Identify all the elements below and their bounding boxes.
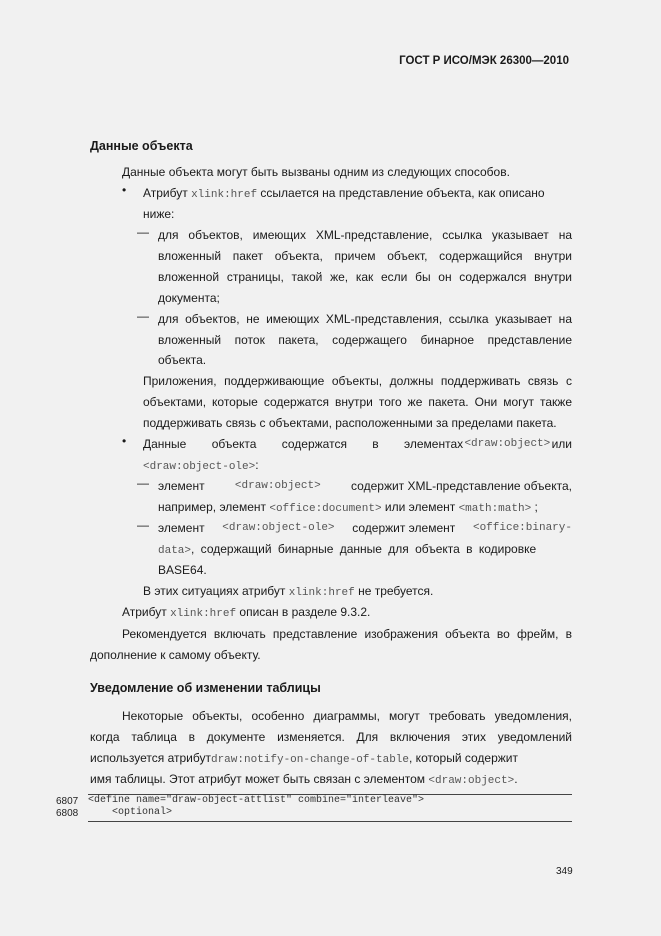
text-span: не требуется. bbox=[354, 584, 434, 598]
text-span: или bbox=[551, 437, 572, 451]
code-notify-on-change: draw:notify-on-change-of-table bbox=[210, 754, 410, 766]
code-draw-object: <draw:object> bbox=[464, 438, 551, 450]
text-span: имя таблицы. Этот атрибут может быть связан с элементом bbox=[90, 772, 429, 786]
text-span: , который содержит bbox=[409, 751, 518, 765]
dash2-line1: для объектов, не имеющих XML-представления, ссылка указывает на bbox=[158, 312, 572, 326]
text-span: содержит элемент bbox=[352, 521, 456, 535]
element-object-ole-line1 bbox=[158, 518, 572, 539]
dash1-line2: вложенный пакет объекта, причем объект, содержащийся внутри bbox=[158, 249, 572, 263]
code-draw-object: <draw:object> bbox=[428, 775, 515, 787]
bullet-elements-line2 bbox=[143, 455, 259, 478]
text-span: например, элемент bbox=[158, 500, 270, 514]
text-span-wrap bbox=[211, 748, 572, 771]
text-span: В этих ситуациях атрибут bbox=[143, 584, 289, 598]
code-draw-object-ole: <draw:object-ole> bbox=[222, 522, 335, 534]
document-code: ГОСТ Р ИСО/МЭК 26300—2010 bbox=[399, 55, 569, 67]
dash1-line1: для объектов, имеющих XML-представление, ссылка указывает на bbox=[158, 228, 572, 242]
dash1-line4: документа; bbox=[158, 291, 220, 305]
text-span: элемент bbox=[158, 521, 205, 535]
bullet-xlink-line1 bbox=[143, 183, 572, 206]
text-span: элемент bbox=[158, 479, 205, 493]
apps-paragraph-line3: поддерживать связь с объектами, расположенными за пределами пакета. bbox=[143, 416, 557, 430]
apps-paragraph-line2: объектами, которые содержатся внутри того же пакета. Они могут также bbox=[143, 395, 572, 409]
table-change-line4 bbox=[90, 769, 518, 792]
intro-paragraph: Данные объекта могут быть вызваны одним из следующих способов. bbox=[122, 165, 510, 179]
table-change-line1: Некоторые объекты, особенно диаграммы, могут требовать уведомления, bbox=[122, 709, 572, 723]
apps-paragraph-line1: Приложения, поддерживающие объекты, должны поддерживать связь с bbox=[143, 374, 572, 388]
code-office-binary: <office:binary- bbox=[472, 522, 572, 534]
situations-sentence bbox=[143, 581, 433, 604]
text-span: содержит XML-представление объекта, bbox=[351, 479, 572, 493]
page-number: 349 bbox=[556, 866, 573, 877]
dash2-line3: объекта. bbox=[158, 353, 207, 367]
text-span: описан в разделе 9.3.2. bbox=[236, 605, 371, 619]
element-object-ole-line2 bbox=[158, 539, 572, 562]
text-span: Данные объекта содержатся в элементах bbox=[143, 437, 464, 451]
code-data: data> bbox=[158, 545, 192, 557]
text-span: или элемент bbox=[381, 500, 459, 514]
text-span: Атрибут bbox=[122, 605, 171, 619]
dash1-line3: вложенной страницы, такой же, как если бы он содержался внутри bbox=[158, 270, 572, 284]
table-change-line2: когда таблица в документе изменяется. Для включения этих уведомлений bbox=[90, 730, 572, 744]
element-object-ole-line3: BASE64. bbox=[158, 563, 207, 577]
code-office-document: <office:document> bbox=[269, 503, 382, 515]
code-math-math: <math:math> bbox=[458, 503, 532, 515]
dash-marker: — bbox=[137, 518, 149, 532]
attribute-reference-sentence bbox=[122, 602, 370, 625]
text-span: Атрибут bbox=[143, 186, 192, 200]
dash-marker: — bbox=[137, 476, 149, 490]
recommendation-line1: Рекомендуется включать представление изображения объекта во фрейм, в bbox=[122, 627, 572, 641]
code-xlink-href: xlink:href bbox=[288, 587, 355, 599]
code-xlink-href: xlink:href bbox=[191, 189, 258, 201]
text-span: используется атрибут bbox=[90, 751, 211, 765]
dash-marker: — bbox=[137, 225, 149, 239]
code-draw-object: <draw:object> bbox=[234, 480, 321, 492]
text-span: ссылается на представление объекта, как описано bbox=[257, 186, 545, 200]
line-number: 6808 bbox=[56, 808, 79, 819]
bullet-marker: • bbox=[122, 183, 127, 197]
text-span: . bbox=[514, 772, 518, 786]
line-number: 6807 bbox=[56, 796, 79, 807]
text-span: : bbox=[255, 458, 259, 472]
recommendation-line2: дополнение к самому объекту. bbox=[90, 648, 261, 662]
code-block bbox=[88, 794, 572, 822]
bullet-elements-line1 bbox=[143, 434, 572, 455]
bullet-xlink-line2: ниже: bbox=[143, 207, 175, 221]
code-xlink-href: xlink:href bbox=[170, 608, 237, 620]
text-span: ; bbox=[531, 500, 538, 514]
element-object-line1 bbox=[158, 476, 572, 497]
code-line: <optional> bbox=[88, 807, 173, 818]
dash-marker: — bbox=[137, 309, 149, 323]
section-title-table-change: Уведомление об изменении таблицы bbox=[90, 681, 321, 695]
element-object-line2 bbox=[158, 497, 538, 520]
code-draw-object-ole: <draw:object-ole> bbox=[143, 461, 256, 473]
bullet-marker: • bbox=[122, 434, 127, 448]
section-title-object-data: Данные объекта bbox=[90, 139, 193, 153]
code-line: <define name="draw-object-attlist" combine="interleave"> bbox=[88, 795, 425, 806]
dash2-line2: вложенный поток пакета, содержащего бинарное представление bbox=[158, 333, 572, 347]
table-change-line3 bbox=[90, 748, 572, 771]
text-span: , содержащий бинарные данные для объекта в кодировке bbox=[191, 542, 537, 556]
